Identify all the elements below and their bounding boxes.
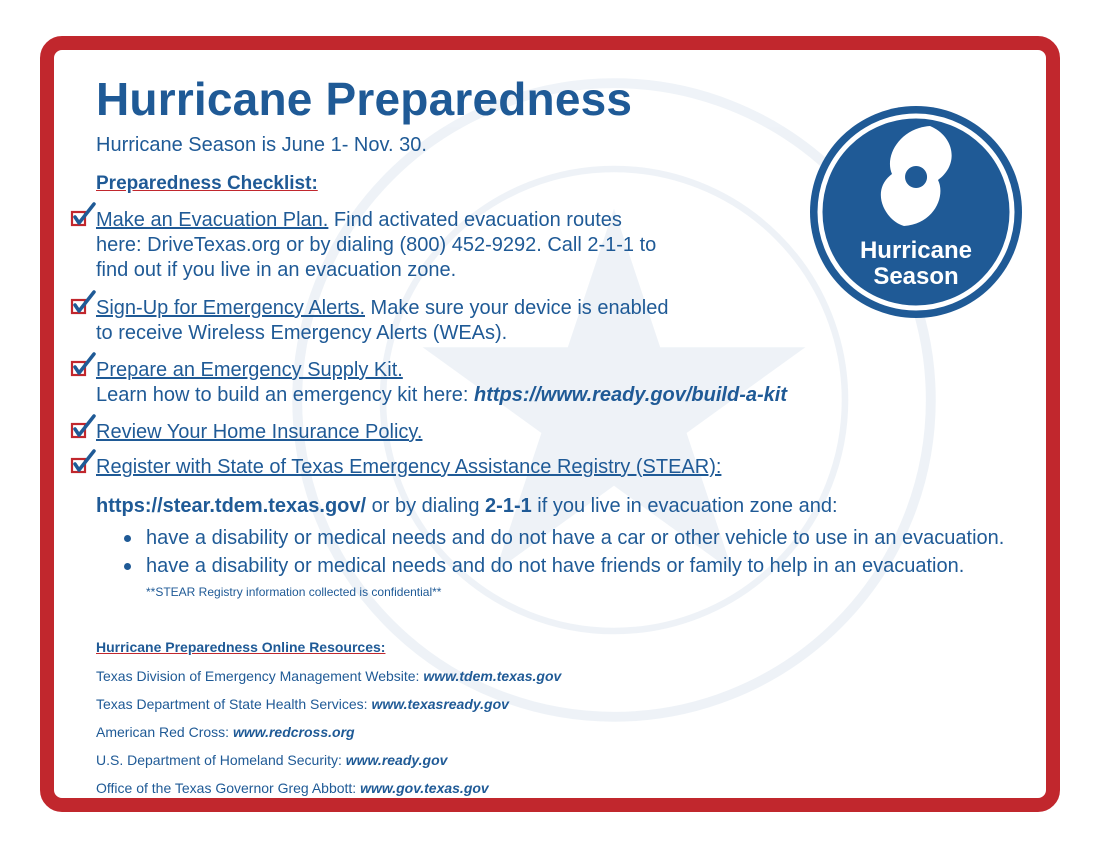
stear-text: or by dialing <box>366 495 486 517</box>
stear-register-link[interactable]: Register with State of Texas Emergency Assistance Registry (STEAR): <box>96 456 722 478</box>
resource-line <box>96 780 489 796</box>
stear-text: if you live in evacuation zone and: <box>531 495 838 517</box>
insurance-link[interactable]: Review Your Home Insurance Policy. <box>96 421 423 443</box>
resource-link[interactable]: www.texasready.gov <box>371 696 509 712</box>
bullet-text: have a disability or medical needs and do not have a car or other vehicle to use in an evacuation. <box>146 527 1005 549</box>
checkbox-checked-icon <box>70 290 96 318</box>
resource-label: Texas Department of State Health Services: <box>96 696 372 712</box>
resource-label: American Red Cross: <box>96 724 233 740</box>
checklist-item-alerts <box>96 296 669 346</box>
resource-label: U.S. Department of Homeland Security: <box>96 752 346 768</box>
resource-link[interactable]: www.ready.gov <box>345 752 448 768</box>
logo-line-2: Season <box>873 263 959 290</box>
resource-line <box>96 724 355 740</box>
resource-label: Office of the Texas Governor Greg Abbott: <box>96 780 361 796</box>
resource-link[interactable]: www.tdem.texas.gov <box>423 668 562 684</box>
hurricane-season-logo <box>808 104 1024 320</box>
emergency-alerts-link[interactable]: Sign-Up for Emergency Alerts. <box>96 297 365 319</box>
bullet-text: have a disability or medical needs and do not have friends or family to help in an evacuation. <box>146 555 965 577</box>
item-text: Learn how to build an emergency kit here: <box>96 384 474 406</box>
page-title: Hurricane Preparedness <box>96 73 633 125</box>
list-item <box>96 554 1016 604</box>
item-text: find out if you live in an evacuation zone. <box>96 259 457 281</box>
bullet-dot <box>124 535 131 542</box>
checkbox-checked-icon <box>70 414 96 442</box>
checklist-item-evacuation <box>96 208 656 283</box>
checklist-heading: Preparedness Checklist: <box>96 173 318 194</box>
resource-line <box>96 668 561 684</box>
checklist-item-supply-kit <box>96 358 787 408</box>
logo-line-1: Hurricane <box>859 237 973 264</box>
checkbox-checked-icon <box>70 202 96 230</box>
stear-url-link[interactable]: https://stear.tdem.texas.gov/ <box>96 495 367 517</box>
resource-link[interactable]: www.gov.texas.gov <box>360 780 489 796</box>
list-item <box>96 526 1016 550</box>
resource-line <box>96 696 509 712</box>
item-text: Find activated evacuation routes <box>328 209 622 231</box>
supply-kit-link[interactable]: Prepare an Emergency Supply Kit. <box>96 359 403 381</box>
stear-info <box>96 494 838 519</box>
item-text: to receive Wireless Emergency Alerts (WEAs). <box>96 322 508 344</box>
confidential-note: **STEAR Registry information collected is confidential** <box>146 585 442 599</box>
bullet-dot <box>124 563 131 570</box>
item-text: Make sure your device is enabled <box>365 297 669 319</box>
resource-label: Texas Division of Emergency Management Website: <box>96 668 424 684</box>
checklist-item-insurance <box>96 420 422 445</box>
resource-link[interactable]: www.redcross.org <box>232 724 355 740</box>
stear-phone: 2-1-1 <box>485 495 532 517</box>
checkbox-checked-icon <box>70 449 96 477</box>
checkbox-checked-icon <box>70 352 96 380</box>
stear-criteria-list <box>96 526 1016 608</box>
evacuation-plan-link[interactable]: Make an Evacuation Plan. <box>96 209 329 231</box>
item-text: here: DriveTexas.org or by dialing (800) 452-9292. Call 2-1-1 to <box>96 234 657 256</box>
poster-frame <box>40 36 1060 812</box>
ready-gov-kit-link[interactable]: https://www.ready.gov/build-a-kit <box>474 384 787 406</box>
resources-heading: Hurricane Preparedness Online Resources: <box>96 639 386 655</box>
resource-line <box>96 752 447 768</box>
checklist-item-stear <box>96 455 721 480</box>
season-dates: Hurricane Season is June 1- Nov. 30. <box>96 134 427 156</box>
